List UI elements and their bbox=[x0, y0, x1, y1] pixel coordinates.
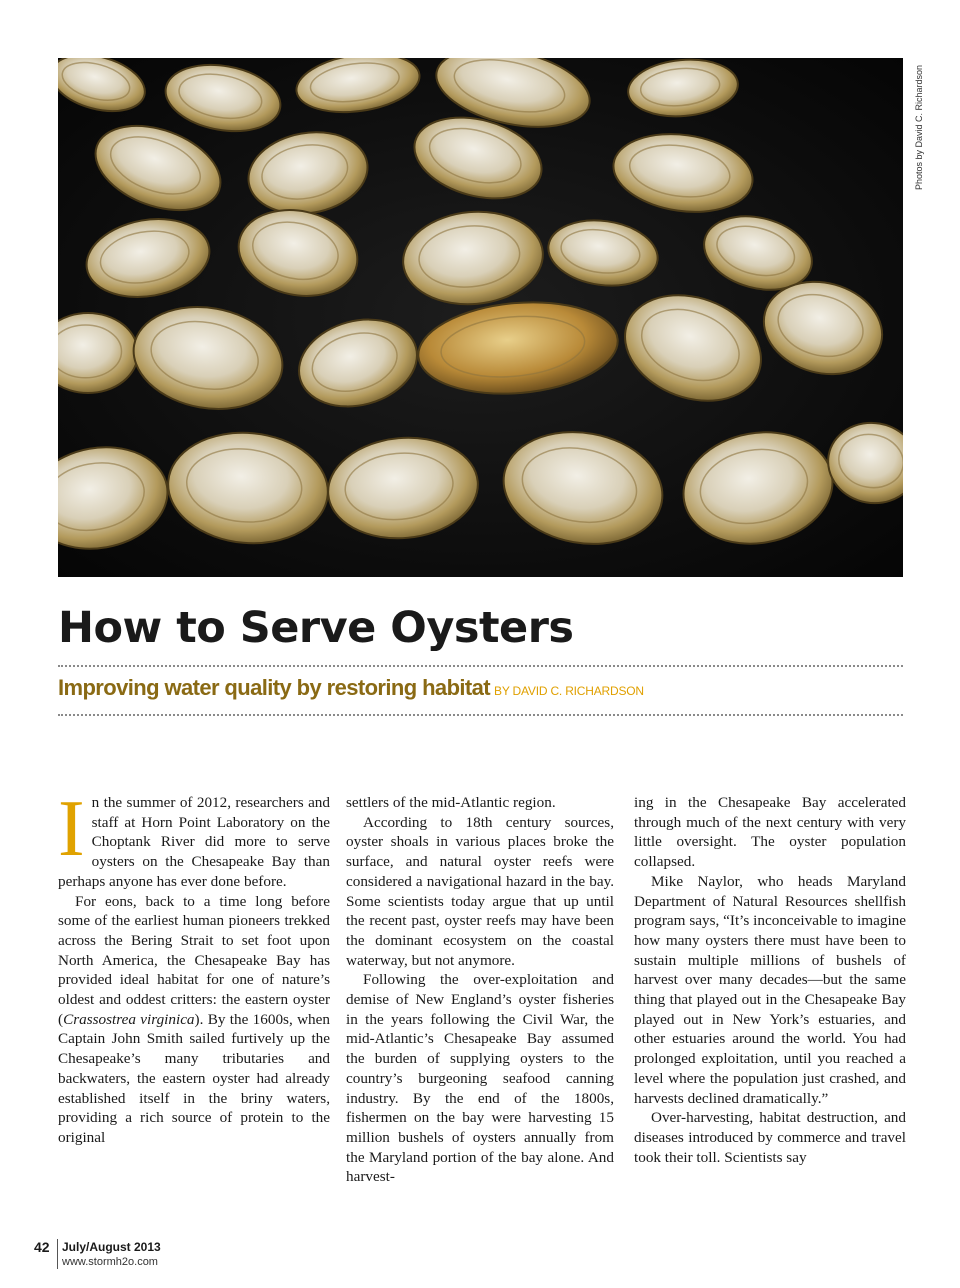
oyster-shell-icon bbox=[289, 307, 427, 419]
paragraph-text: ). By the 1600s, when Captain John Smith sailed furtively up the Chesapeake’s many tributaries and backwaters, the eastern oyster had already established itself in the briny waters, providing a rich source of protein to the original bbox=[58, 1010, 330, 1146]
oyster-shell-icon bbox=[324, 432, 482, 545]
article-byline: BY DAVID C. RICHARDSON bbox=[494, 684, 644, 698]
paragraph: According to 18th century sources, oyster shoals in various places broke the surface, and natural oyster reefs were considered a navigational hazard in the bay. Some scientists today argue that up until the recent past, oyster reefs may have been the dominant ecosystem on the coastal waterway, but not anymore. bbox=[346, 813, 614, 969]
oyster-shell-icon bbox=[399, 206, 546, 310]
paragraph: Following the over-exploitation and demise of New England’s oyster fisheries in the years following the Civil War, the mid-Atlantic’s Chesapeake Bay assumed the burden of supplying oysters to the country’s burgeoning seafood canning industry. By the end of the 1800s, fishermen on the bay were harvesting 15 million bushels of oysters annually from the Maryland portion of the bay alone. And harvest- bbox=[346, 971, 614, 1186]
divider-top bbox=[58, 665, 903, 667]
oyster-shell-icon bbox=[610, 277, 776, 419]
article-column-3 bbox=[634, 793, 906, 1213]
oyster-shell-icon bbox=[495, 420, 672, 556]
oyster-shell-icon bbox=[58, 313, 138, 393]
website-url: www.stormh2o.com bbox=[62, 1256, 158, 1268]
oyster-shell-icon bbox=[626, 58, 740, 121]
species-name: Crassostrea virginica bbox=[63, 1010, 195, 1028]
paragraph-text: n the summer of 2012, researchers and staff at Horn Point Laboratory on the Choptank River did more to serve oysters on the Chesapeake Bay than perhaps anyone has ever done before. bbox=[58, 794, 330, 890]
oyster-shell-icon bbox=[164, 426, 333, 550]
divider-bottom bbox=[58, 714, 903, 716]
oyster-photo bbox=[58, 58, 903, 577]
paragraph: ing in the Chesapeake Bay accelerated through much of the next century with very little oversight. The oyster population collapsed. bbox=[634, 794, 906, 871]
paragraph: Over-harvesting, habitat destruction, and diseases introduced by commerce and travel took their toll. Scientists say bbox=[634, 1109, 906, 1166]
oyster-shell-icon bbox=[160, 58, 285, 140]
oyster-shell-icon bbox=[242, 123, 374, 223]
issue-date: July/August 2013 bbox=[62, 1240, 161, 1254]
article-title: How to Serve Oysters bbox=[58, 603, 574, 653]
oyster-shell-icon bbox=[414, 294, 621, 401]
oyster-shell-icon bbox=[675, 421, 842, 555]
paragraph bbox=[58, 892, 330, 1148]
oyster-shell-icon bbox=[544, 214, 662, 293]
oyster-shell-icon bbox=[231, 199, 366, 306]
paragraph bbox=[58, 793, 330, 892]
paragraph: Mike Naylor, who heads Maryland Department of Natural Resources shellfish program says, “It’s inconceivable to imagine how many oysters there must have been to sustain multiple millions of bushels of harvest over many decades—but the same thing that played out in the Chesapeake Bay played out in New York’s estuaries, and other estuaries around the world. You had prolonged exploitation, until you reached a level where the population just crashed, and harvests declined dramatically.” bbox=[634, 872, 906, 1107]
oyster-shell-icon bbox=[293, 58, 424, 119]
oyster-shell-icon bbox=[80, 210, 215, 306]
oyster-shell-icon bbox=[125, 296, 290, 421]
oyster-shell-icon bbox=[608, 126, 757, 221]
subtitle-line bbox=[58, 675, 644, 701]
drop-cap: I bbox=[58, 793, 85, 873]
oyster-shell-icon bbox=[822, 416, 903, 510]
page-number: 42 bbox=[34, 1239, 50, 1255]
article-column-2 bbox=[346, 793, 614, 1213]
oyster-shell-icon bbox=[58, 58, 151, 121]
photo-credit: Photos by David C. Richardson bbox=[914, 64, 924, 190]
footer-divider bbox=[57, 1239, 58, 1269]
oyster-shell-icon bbox=[58, 437, 176, 560]
paragraph: settlers of the mid-Atlantic region. bbox=[346, 794, 556, 811]
article-subtitle: Improving water quality by restoring habitat bbox=[58, 675, 491, 700]
paragraph-text: For eons, back to a time long before some of the earliest human pioneers trekked across the Bering Strait to set foot upon North America, the Chesapeake Bay has provided ideal habitat for one of nature’s oldest and oddest critters: the eastern oyster ( bbox=[58, 892, 330, 1028]
article-column-1 bbox=[58, 793, 330, 1213]
